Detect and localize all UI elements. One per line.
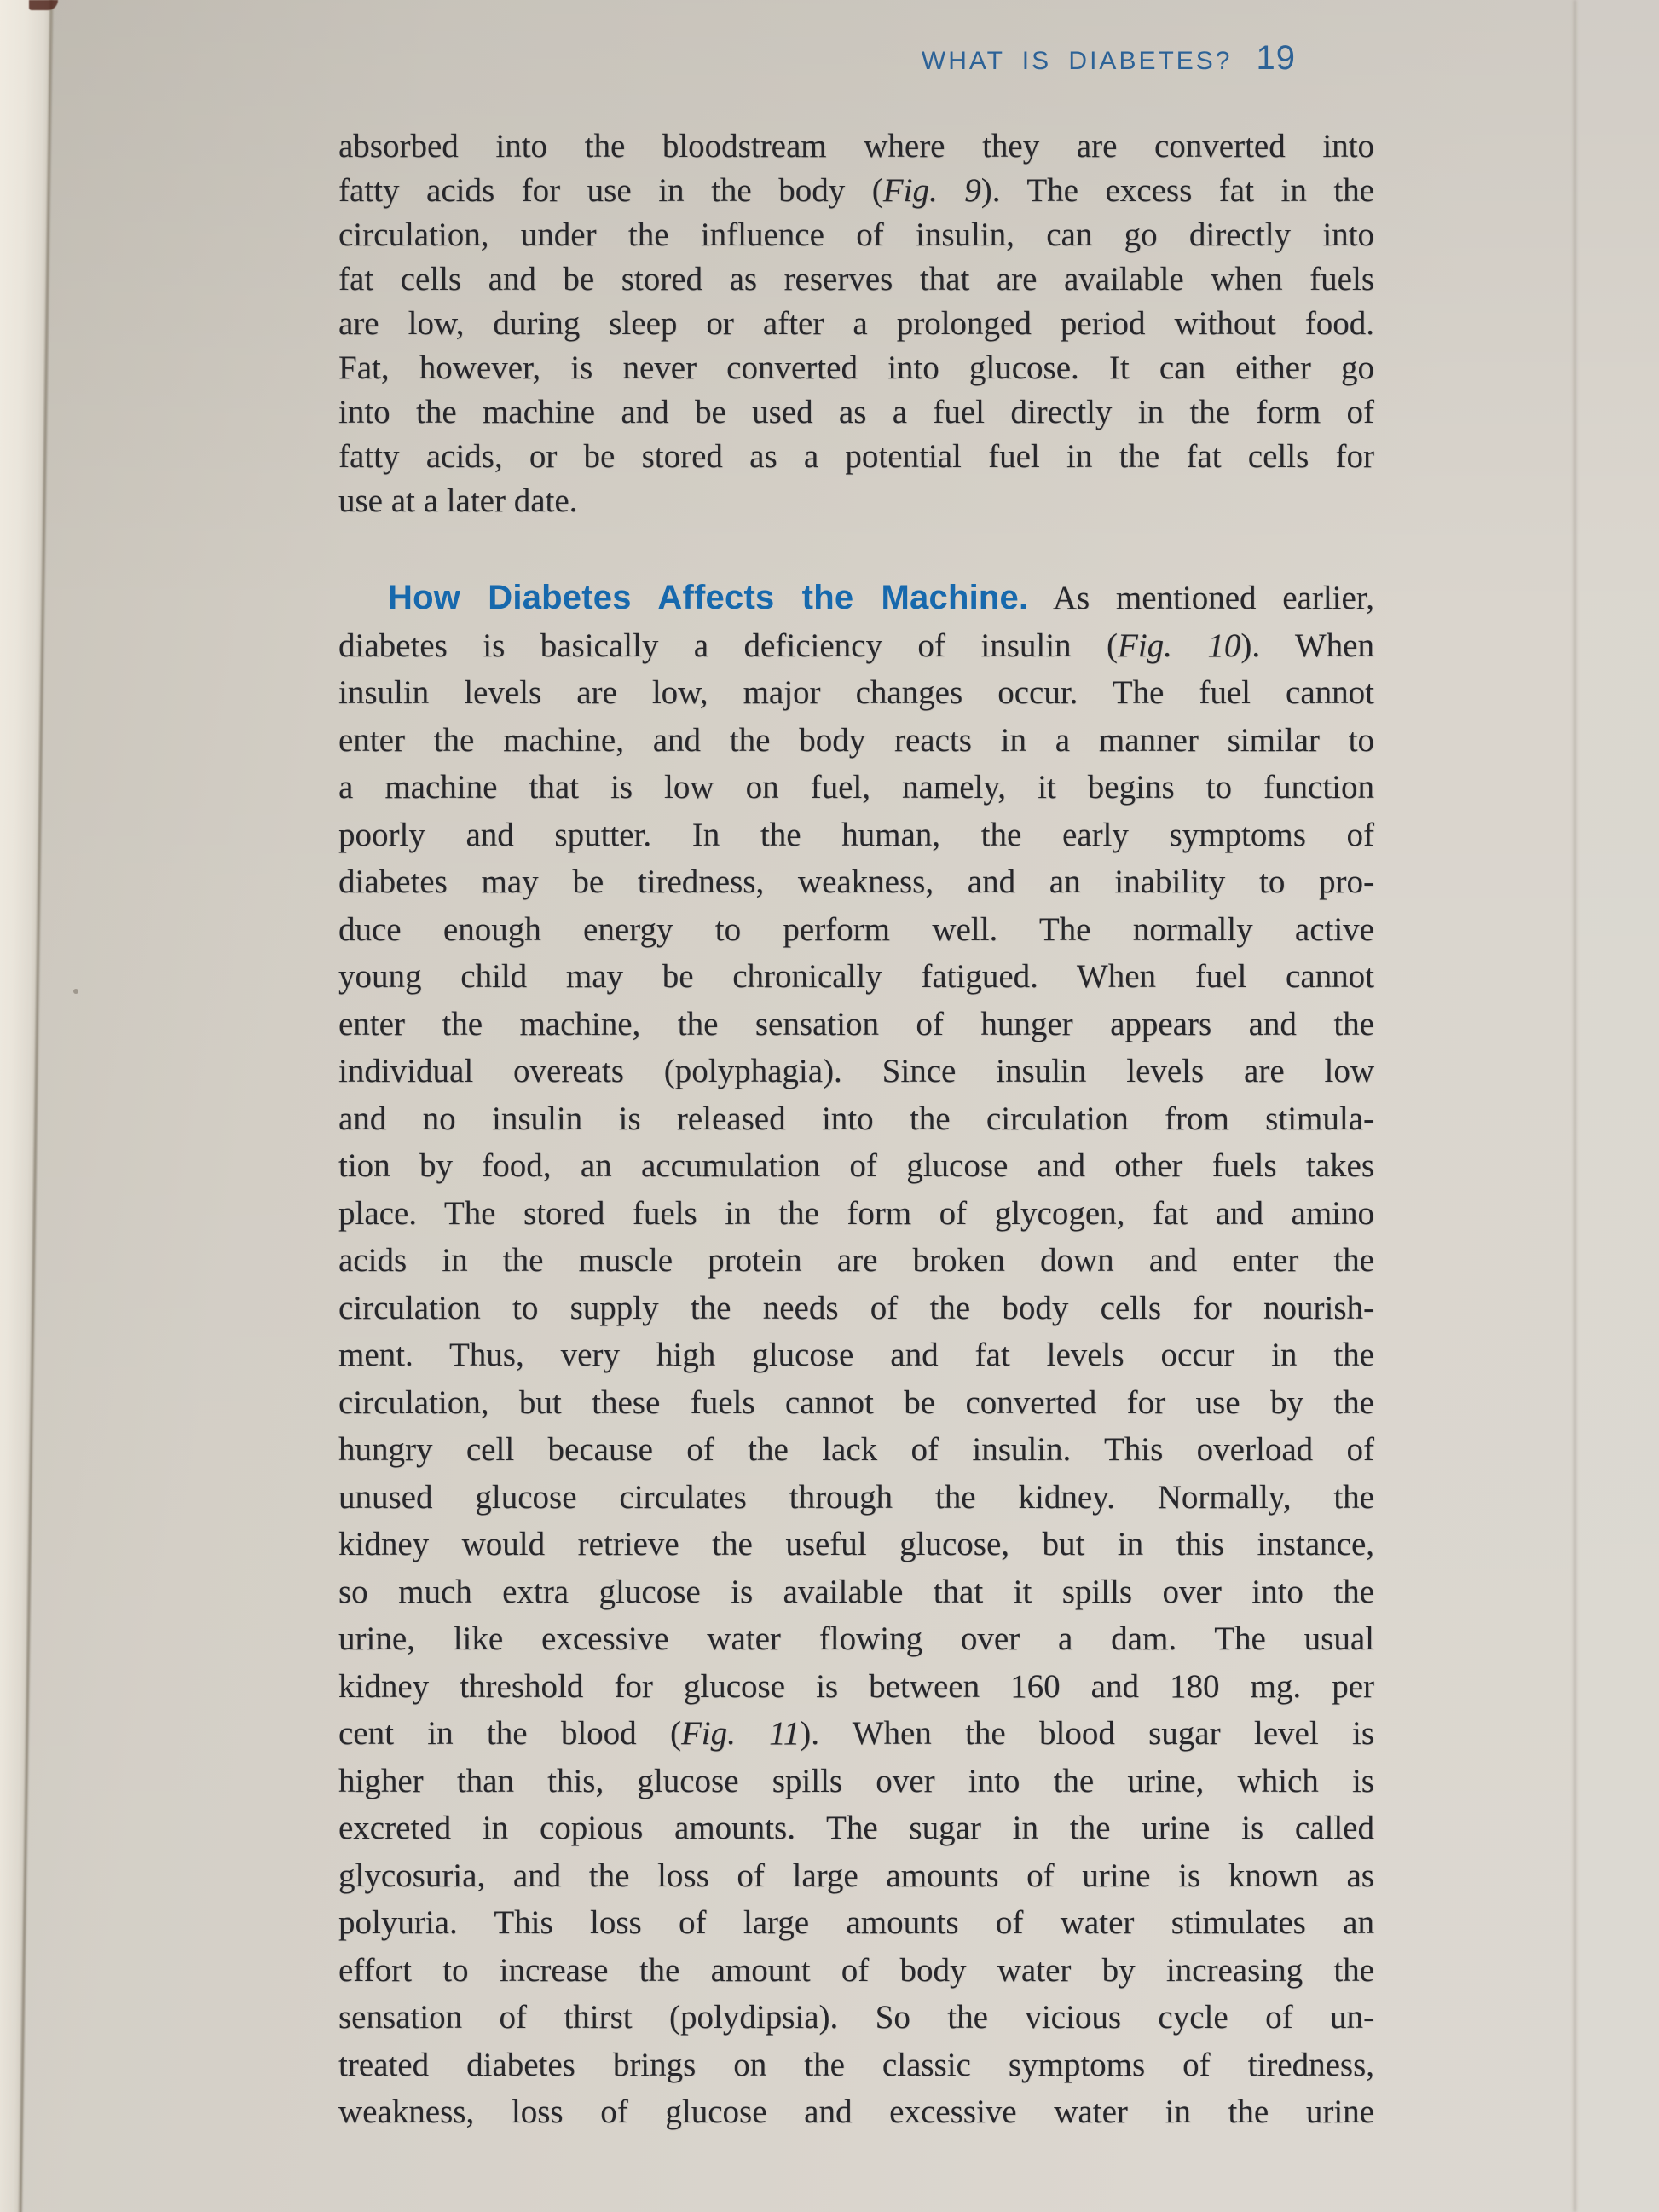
- text-line: treated diabetes brings on the classic symptoms of tiredness,: [338, 2046, 1374, 2083]
- text-line: kidney would retrieve the useful glucose, but in this instance,: [338, 1526, 1374, 1562]
- section-heading: How Diabetes Affects the Machine.: [388, 579, 1029, 616]
- text-line: urine, like excessive water flowing over a dam. The usual: [338, 1620, 1374, 1657]
- text-line: kidney threshold for glucose is between 160 and 180 mg. per: [338, 1667, 1374, 1705]
- text-line: absorbed into the bloodstream where they are converted into: [338, 128, 1374, 165]
- section-heading-line: [338, 575, 1374, 622]
- text-line: fatty acids for use in the body (Fig. 9). The excess fat in the: [338, 172, 1374, 209]
- text-line: and no insulin is released into the circulation from stimula-: [338, 1100, 1374, 1137]
- text-line: poorly and sputter. In the human, the early symptoms of: [338, 816, 1374, 853]
- text-line: effort to increase the amount of body water by increasing the: [338, 1951, 1374, 1989]
- text-line: polyuria. This loss of large amounts of water stimulates an: [338, 1904, 1374, 1941]
- text-line: enter the machine, the sensation of hunger appears and the: [338, 1005, 1374, 1042]
- text-line: duce enough energy to perform well. The normally active: [338, 910, 1374, 948]
- text-line: diabetes is basically a deficiency of insulin (Fig. 10). When: [338, 627, 1374, 664]
- text-line: into the machine and be used as a fuel directly in the form of: [338, 394, 1374, 430]
- text-line: insulin levels are low, major changes occur. The fuel cannot: [338, 674, 1374, 711]
- text-line: higher than this, glucose spills over into the urine, which is: [338, 1762, 1374, 1799]
- text-line: weakness, loss of glucose and excessive water in the urine: [338, 2094, 1374, 2130]
- text-line: circulation to supply the needs of the body cells for nourish-: [338, 1289, 1374, 1326]
- text-line: individual overeats (polyphagia). Since insulin levels are low: [338, 1053, 1374, 1089]
- text-line: sensation of thirst (polydipsia). So the vicious cycle of un-: [338, 1999, 1374, 2036]
- text-line: enter the machine, and the body reacts in a manner similar to: [338, 721, 1374, 759]
- text-line: fat cells and be stored as reserves that are available when fuels: [338, 261, 1374, 297]
- text-line: young child may be chronically fatigued. When fuel cannot: [338, 958, 1374, 995]
- text-line: excreted in copious amounts. The sugar in the urine is called: [338, 1810, 1374, 1846]
- section-lines: [338, 622, 1374, 2136]
- text-line: hungry cell because of the lack of insulin. This overload of: [338, 1431, 1374, 1468]
- text-line: place. The stored fuels in the form of glycogen, fat and amino: [338, 1194, 1374, 1232]
- running-header-title: WHAT IS DIABETES?: [921, 47, 1233, 75]
- text-line: use at a later date.: [338, 482, 578, 519]
- text-line: circulation, under the influence of insulin, can go directly into: [338, 217, 1374, 253]
- text-line: circulation, but these fuels cannot be converted for use by the: [338, 1383, 1374, 1421]
- text-line: acids in the muscle protein are broken down and enter the: [338, 1242, 1374, 1279]
- section-lead-text: As mentioned earlier,: [1052, 580, 1374, 616]
- page-number: 19: [1256, 39, 1296, 77]
- text-line: a machine that is low on fuel, namely, it begins to function: [338, 769, 1374, 806]
- text-line: unused glucose circulates through the kidney. Normally, the: [338, 1478, 1374, 1516]
- section-paragraph: [338, 575, 1374, 2136]
- text-line: so much extra glucose is available that it spills over into the: [338, 1573, 1374, 1610]
- text-line: glycosuria, and the loss of large amounts of urine is known as: [338, 1857, 1374, 1894]
- text-line: fatty acids, or be stored as a potential fuel in the fat cells for: [338, 438, 1374, 475]
- running-header: [338, 39, 1296, 78]
- text-line: tion by food, an accumulation of glucose and other fuels takes: [338, 1147, 1374, 1184]
- text-line: are low, during sleep or after a prolonged period without food.: [338, 305, 1374, 342]
- text-line: cent in the blood (Fig. 11). When the blood sugar level is: [338, 1715, 1375, 1752]
- text-line: ment. Thus, very high glucose and fat levels occur in the: [338, 1337, 1374, 1373]
- text-line: Fat, however, is never converted into glucose. It can either go: [338, 349, 1374, 386]
- text-line: diabetes may be tiredness, weakness, and an inability to pro-: [338, 863, 1374, 900]
- paragraph-continuation: [338, 124, 1374, 523]
